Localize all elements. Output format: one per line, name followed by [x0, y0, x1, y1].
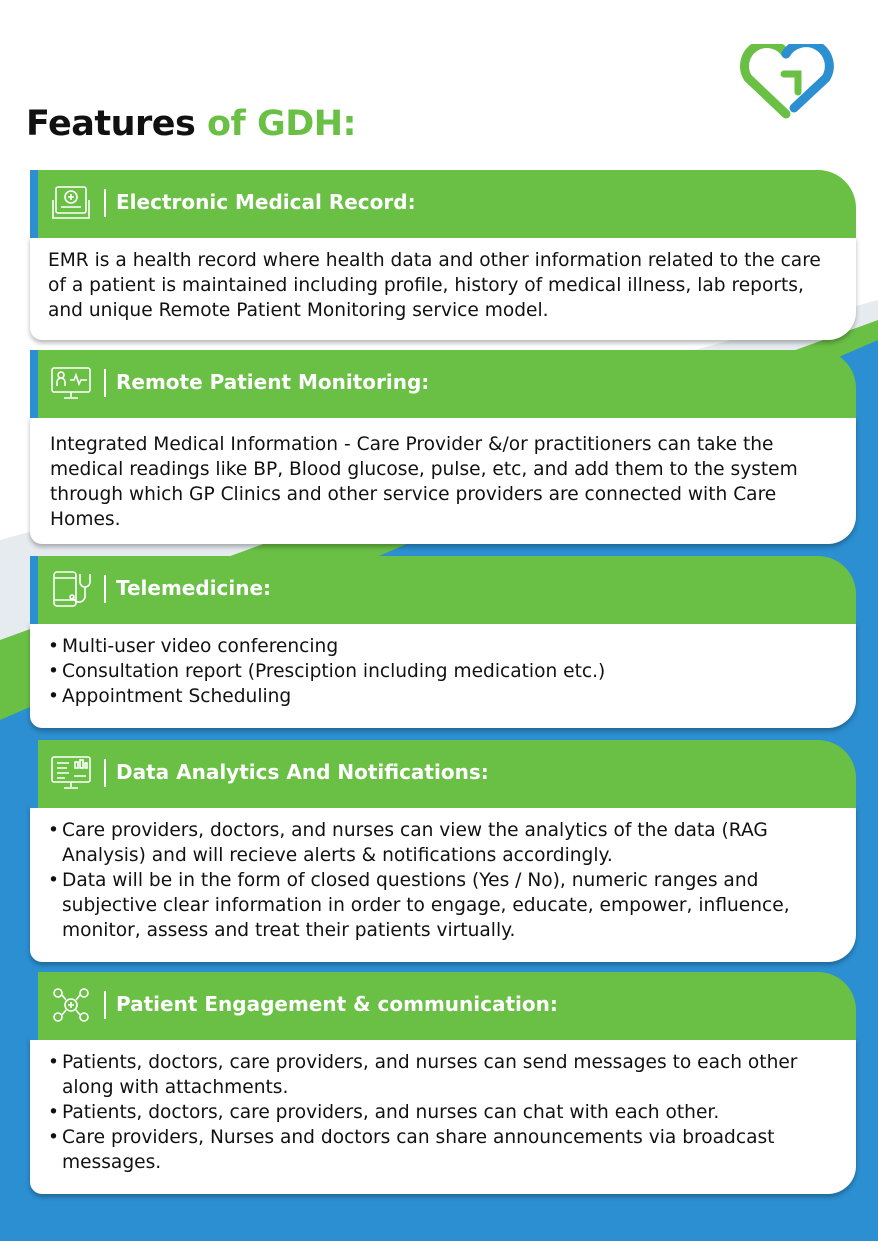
section-header: [30, 556, 856, 624]
bullet-list: [48, 818, 836, 943]
header-separator: [104, 759, 106, 787]
title-part-2: of GDH:: [207, 104, 357, 144]
section-header: [30, 170, 856, 238]
phone-stethoscope-icon: [50, 570, 92, 608]
list-item: • Multi-user video conferencing: [48, 634, 836, 659]
list-item: • Patients, doctors, care providers, and nurses can chat with each other.: [48, 1100, 836, 1125]
section-header: [30, 350, 856, 418]
section-body: [30, 1038, 856, 1194]
monitor-patient-icon: [50, 364, 92, 402]
list-item: • Care providers, Nurses and doctors can share announcements via broadcast messages.: [48, 1125, 836, 1175]
section-title: Telemedicine:: [116, 576, 272, 600]
header-separator: [104, 575, 106, 603]
medical-record-icon: [50, 184, 92, 222]
section-title: Remote Patient Monitoring:: [116, 370, 430, 394]
list-item: • Appointment Scheduling: [48, 684, 836, 709]
list-item: • Consultation report (Presciption including medication etc.): [48, 659, 836, 684]
engagement-network-icon: [50, 986, 92, 1024]
analytics-screen-icon: [50, 754, 92, 792]
list-item: • Care providers, doctors, and nurses can view the analytics of the data (RAG Analysis) and will recieve alerts & notifications accordingly.: [48, 818, 836, 868]
section-paragraph: Integrated Medical Information - Care Provider &/or practitioners can take the medical readings like BP, Blood glucose, pulse, etc, and add them to the system through which GP Clinics and other service providers are connected with Care Homes.: [50, 434, 798, 530]
header-separator: [104, 189, 106, 217]
section-title: Patient Engagement & communication:: [116, 992, 558, 1016]
bullet-list: [48, 634, 836, 709]
section-header: [30, 972, 856, 1040]
list-item: • Data will be in the form of closed questions (Yes / No), numeric ranges and subjective clear information in order to engage, educate, empower, influence, monitor, assess and treat their patients virtually.: [48, 868, 836, 943]
section-paragraph: EMR is a health record where health data and other information related to the care of a patient is maintained including profile, history of medical illness, lab reports, and unique Remote Patient Monitoring service model.: [48, 250, 821, 321]
page-title: [26, 104, 356, 144]
section-body: [30, 806, 856, 962]
header-separator: [104, 991, 106, 1019]
list-item: • Patients, doctors, care providers, and nurses can send messages to each other along with attachments.: [48, 1050, 836, 1100]
section-header: [30, 740, 856, 808]
bullet-list: [48, 1050, 836, 1175]
section-title: Data Analytics And Notifications:: [116, 760, 489, 784]
header-separator: [104, 369, 106, 397]
section-title: Electronic Medical Record:: [116, 190, 416, 214]
gdh-logo: [734, 44, 838, 120]
title-part-1: Features: [26, 104, 196, 144]
section-body: [30, 236, 856, 340]
section-body: [30, 416, 856, 544]
section-body: [30, 622, 856, 728]
